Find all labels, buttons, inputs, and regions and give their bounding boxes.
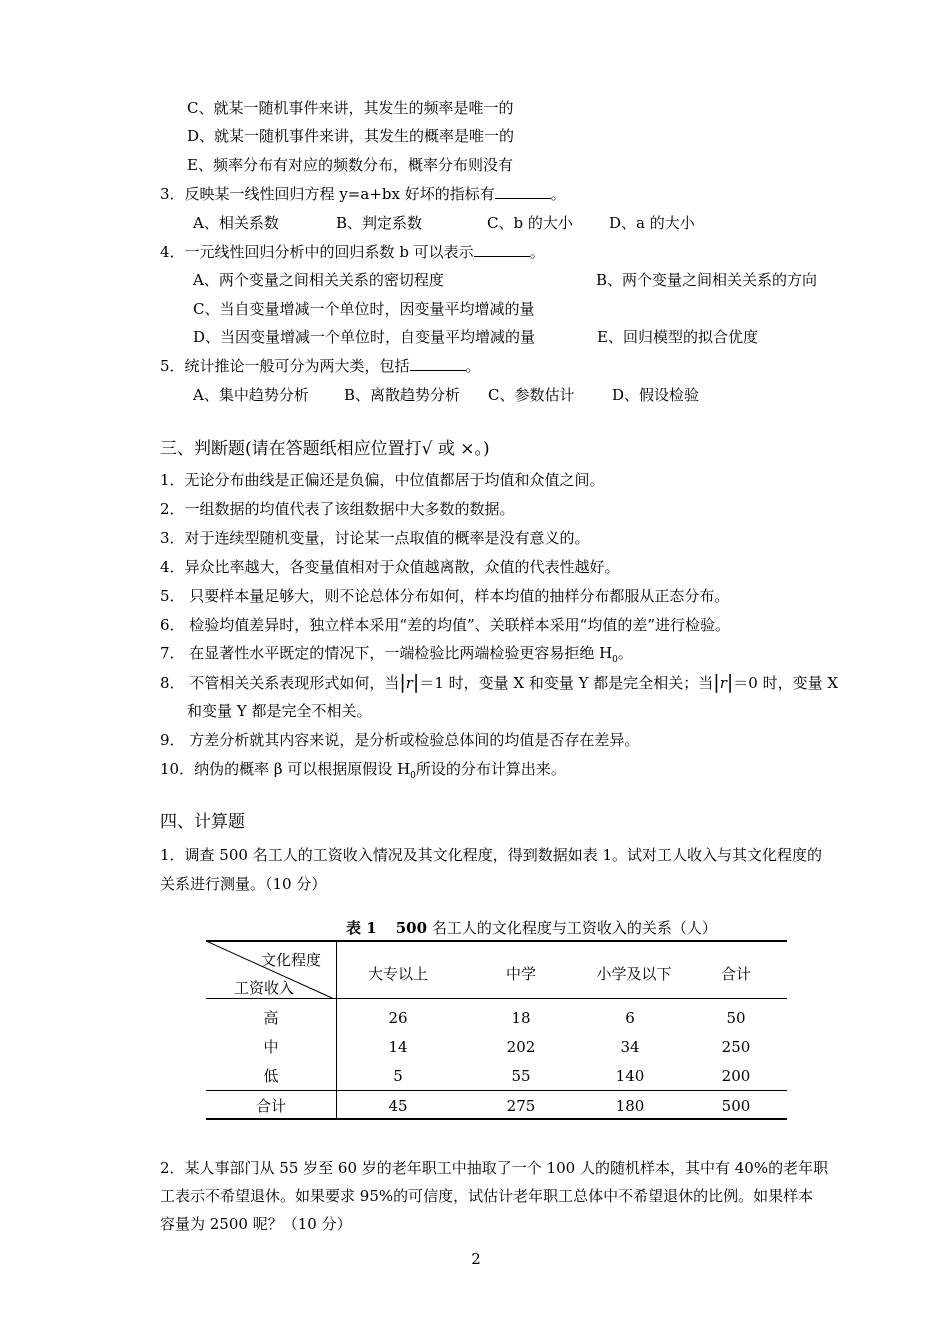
- calc-q2-line3: 容量为 2500 呢？（10 分）: [160, 1215, 352, 1233]
- table-corner-top: 文化程度: [261, 951, 322, 969]
- q5-stem-end: 。: [465, 357, 481, 375]
- q3-stem-text: 3．反映某一线性回归方程 y=a+bx 好坏的指标有: [160, 185, 495, 203]
- tf-item-3: 3．对于连续型随机变量，讨论某一点取值的概率是没有意义的。: [160, 529, 590, 547]
- table-row-label: 高: [263, 1009, 279, 1027]
- table-corner-bottom: 工资收入: [234, 979, 295, 997]
- table-row-label: 中: [263, 1038, 279, 1056]
- q3-answer-blank[interactable]: [495, 184, 551, 199]
- q3-option-a: A、相关系数: [193, 214, 279, 232]
- table-cell: 26: [388, 1009, 408, 1027]
- table-caption: [346, 918, 717, 938]
- table-cell: 202: [506, 1038, 536, 1056]
- calc-q1-line1: 1．调查 500 名工人的工资收入情况及其文化程度，得到数据如表 1。试对工人收入与其文化程度的: [160, 846, 823, 864]
- q4-stem-text: 4．一元线性回归分析中的回归系数 b 可以表示: [160, 243, 474, 261]
- tf-item-6: 6． 检验均值差异时，独立样本采用“差的均值”、关联样本采用“均值的差”进行检验。: [160, 616, 730, 634]
- tf-item-4: 4．异众比率越大，各变量值相对于众值越离散，众值的代表性越好。: [160, 558, 620, 576]
- tf-item-8-part-c: ＝0 时，变量 X: [733, 674, 839, 692]
- tf-item-8-part-b: ＝1 时，变量 X 和变量 Y 都是完全相关；当: [419, 674, 714, 692]
- table-caption-text: 名工人的文化程度与工资收入的关系（人）: [431, 919, 717, 937]
- q4-stem: [160, 242, 545, 262]
- table-cell: 55: [511, 1067, 531, 1085]
- tf-item-10-subscript: 0: [410, 771, 416, 781]
- abs-bar-left-2: |: [713, 671, 720, 693]
- abs-bar-right: |: [412, 671, 420, 693]
- q5-option-d: D、假设检验: [612, 386, 700, 404]
- table-total-rule: [206, 1090, 787, 1091]
- calc-q2-line1: 2．某人事部门从 55 岁至 60 岁的老年职工中抽取了一个 100 人的随机样本，其中有 40%的老年职: [160, 1159, 829, 1177]
- q5-option-a: A、集中趋势分析: [193, 386, 309, 404]
- table-cell: 6: [625, 1009, 635, 1027]
- tf-item-10-text: 10．纳伪的概率 β 可以根据原假设 H: [160, 760, 411, 778]
- q4-option-b: B、两个变量之间相关关系的方向: [596, 271, 818, 289]
- section4-title: 四、计算题: [160, 812, 245, 832]
- tf-item-2: 2．一组数据的均值代表了该组数据中大多数的数据。: [160, 500, 515, 518]
- table-cell: 18: [511, 1009, 531, 1027]
- table-col-header: 中学: [505, 965, 536, 983]
- tf-item-8: [160, 672, 838, 693]
- tf-item-8-line2: 和变量 Y 都是完全不相关。: [187, 702, 372, 720]
- q4-stem-end: 。: [529, 243, 545, 261]
- q3-option-c: C、b 的大小: [487, 214, 573, 232]
- tf-item-8-r-1: r: [405, 674, 413, 692]
- q3-option-d: D、a 的大小: [609, 214, 695, 232]
- q2-option-d: D、就某一随机事件来讲，其发生的概率是唯一的: [187, 127, 515, 145]
- calc-q1-line2: 关系进行测量。（10 分）: [160, 875, 327, 893]
- q2-option-c: C、就某一随机事件来讲，其发生的频率是唯一的: [187, 99, 514, 117]
- table-total-cell: 45: [388, 1097, 408, 1115]
- table-caption-number: 500: [395, 919, 428, 937]
- q5-stem-text: 5．统计推论一般可分为两大类，包括: [160, 357, 410, 375]
- tf-item-10-end: 所设的分布计算出来。: [415, 760, 566, 778]
- page-number: 2: [471, 1250, 481, 1268]
- table-cell: 140: [615, 1067, 645, 1085]
- q5-stem: [160, 356, 481, 376]
- q4-option-a: A、两个变量之间相关关系的密切程度: [193, 271, 444, 289]
- q5-option-b: B、离散趋势分析: [344, 386, 461, 404]
- table-total-cell: 500: [721, 1097, 751, 1115]
- table-total-cell: 275: [506, 1097, 536, 1115]
- table-col-header: 小学及以下: [596, 965, 672, 983]
- table-cell: 200: [721, 1067, 751, 1085]
- section3-title: 三、判断题(请在答题纸相应位置打√ 或 ×。): [160, 439, 490, 459]
- table-cell: 50: [726, 1009, 746, 1027]
- q2-option-e: E、频率分布有对应的频数分布，概率分布则没有: [187, 156, 513, 174]
- q3-stem: [160, 184, 566, 204]
- table-total-cell: 180: [615, 1097, 645, 1115]
- tf-item-7-text: 7． 在显著性水平既定的情况下，一端检验比两端检验更容易拒绝 H: [160, 644, 613, 662]
- tf-item-8-r-2: r: [719, 674, 727, 692]
- table-bottom-rule: [206, 1118, 787, 1120]
- q5-answer-blank[interactable]: [410, 356, 466, 371]
- abs-bar-right-2: |: [726, 671, 734, 693]
- tf-item-5: 5． 只要样本量足够大，则不论总体分布如何，样本均值的抽样分布都服从正态分布。: [160, 587, 730, 605]
- q4-answer-blank[interactable]: [474, 242, 530, 257]
- tf-item-7-end: 。: [617, 644, 633, 662]
- table-cell: 250: [721, 1038, 751, 1056]
- q3-option-b: B、判定系数: [336, 214, 423, 232]
- table-total-label: 合计: [255, 1097, 286, 1115]
- table-cell: 5: [393, 1067, 403, 1085]
- tf-item-7-subscript: 0: [612, 655, 618, 665]
- abs-bar-left: |: [399, 671, 406, 693]
- tf-item-10: [160, 759, 566, 782]
- tf-item-9: 9． 方差分析就其内容来说，是分析或检验总体间的均值是否存在差异。: [160, 731, 640, 749]
- q4-option-c: C、当自变量增减一个单位时，因变量平均增减的量: [193, 300, 535, 318]
- q4-option-d: D、当因变量增减一个单位时，自变量平均增减的量: [193, 328, 536, 346]
- calc-q2-line2: 工表示不希望退休。如果要求 95%的可信度，试估计老年职工总体中不希望退休的比例。如果样本: [160, 1187, 814, 1205]
- table-cell: 34: [620, 1038, 640, 1056]
- q3-stem-end: 。: [550, 185, 566, 203]
- q5-option-c: C、参数估计: [488, 386, 575, 404]
- table-cell: 14: [388, 1038, 408, 1056]
- data-table: [206, 940, 787, 1120]
- table-row-label: 低: [263, 1067, 279, 1085]
- tf-item-1: 1．无论分布曲线是正偏还是负偏，中位值都居于均值和众值之间。: [160, 471, 605, 489]
- table-col-header: 合计: [720, 965, 751, 983]
- q4-option-e: E、回归模型的拟合优度: [597, 328, 758, 346]
- table-caption-label: 表 1: [346, 919, 377, 937]
- tf-item-8-part-a: 8． 不管相关关系表现形式如何，当: [160, 674, 400, 692]
- tf-item-7: [160, 643, 633, 666]
- table-col-header: 大专以上: [367, 965, 428, 983]
